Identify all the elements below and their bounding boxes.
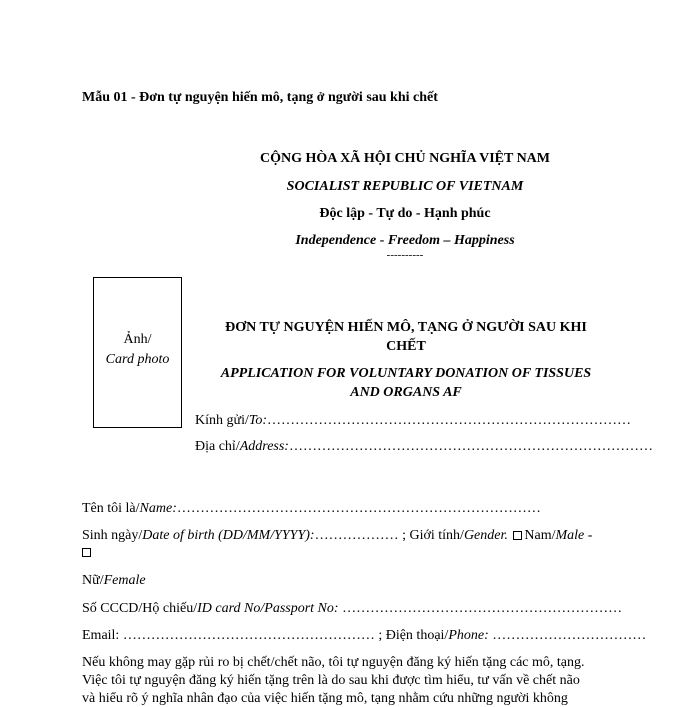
photo-label-vi: Ảnh/ [123, 332, 152, 347]
title-vi-line2: CHẾT [386, 339, 426, 354]
female-label: Nữ/ [82, 573, 104, 588]
dob-input[interactable]: ……………… [314, 528, 399, 543]
id-label: Số CCCD/Hộ chiếu/ [82, 601, 198, 616]
form-code: Mẫu 01 - Đơn tự nguyện hiến mô, tạng ở người sau khi chết [82, 90, 438, 105]
phone-input[interactable]: …………………………… [488, 628, 647, 643]
motto-en: Independence - Freedom – Happiness [295, 233, 515, 248]
recipient-address-label-en: Address: [239, 439, 289, 454]
female-label-en: Female [103, 573, 146, 588]
recipient-to-input[interactable]: …………………………………………………………………… [267, 413, 632, 428]
title-en-line2: AND ORGANS AF [350, 385, 462, 400]
body-line-2: Việc tôi tự nguyện đăng ký hiến tặng trên là do sau khi được tìm hiểu, tư vấn về chết não [82, 673, 580, 688]
female-checkbox-line [82, 545, 93, 561]
header-divider: ---------- [386, 249, 424, 261]
email-label: Email: [82, 628, 123, 643]
female-line [82, 573, 146, 589]
id-label-en: ID card No/Passport No: [197, 601, 339, 616]
motto-vi: Độc lập - Tự do - Hạnh phúc [319, 206, 491, 221]
title-en-line1: APPLICATION FOR VOLUNTARY DONATION OF TISSUES [220, 366, 592, 381]
name-label: Tên tôi là/ [82, 501, 140, 516]
recipient-to-label-en: To: [248, 413, 268, 428]
contact-line [82, 628, 646, 644]
name-input[interactable]: …………………………………………………………………… [176, 501, 541, 516]
body-line-1: Nếu không may gặp rủi ro bị chết/chết não, tôi tự nguyện đăng ký hiến tặng các mô, tạng. [82, 655, 585, 670]
id-input[interactable]: …………………………………………………… [338, 601, 623, 616]
male-label: Nam/ [524, 528, 556, 543]
dob-label-en: Date of birth (DD/MM/YYYY): [142, 528, 315, 543]
body-line-3: và hiểu rõ ý nghĩa nhân đạo của việc hiến tặng mô, tạng nhằm cứu những người không [82, 691, 568, 706]
recipient-to-label: Kính gửi/ [195, 413, 249, 428]
phone-label: ; Điện thoại/ [374, 628, 449, 643]
recipient-to-line [195, 413, 631, 429]
photo-box [93, 277, 182, 428]
id-line [82, 601, 622, 617]
recipient-address-line [195, 439, 653, 455]
country-name-vi: CỘNG HÒA XÃ HỘI CHỦ NGHĨA VIỆT NAM [259, 151, 550, 166]
recipient-address-label: Địa chỉ/ [195, 439, 240, 454]
female-checkbox[interactable] [82, 548, 91, 557]
recipient-address-input[interactable]: …………………………………………………………………… [288, 439, 653, 454]
dob-label: Sinh ngày/ [82, 528, 143, 543]
email-input[interactable]: ……………………………………………… [122, 628, 375, 643]
gender-label-en: Gender. [463, 528, 508, 543]
gender-dash: - [584, 528, 593, 543]
name-line [82, 501, 541, 517]
phone-label-en: Phone: [448, 628, 489, 643]
male-label-en: Male [555, 528, 585, 543]
title-vi-line1: ĐƠN TỰ NGUYỆN HIẾN MÔ, TẠNG Ở NGƯỜI SAU KHI [225, 320, 587, 335]
male-checkbox[interactable] [513, 531, 522, 540]
gender-label: ; Giới tính/ [398, 528, 464, 543]
name-label-en: Name: [139, 501, 177, 516]
photo-label-en: Card photo [105, 352, 170, 367]
country-name-en: SOCIALIST REPUBLIC OF VIETNAM [286, 179, 524, 194]
dob-gender-line [82, 528, 592, 544]
